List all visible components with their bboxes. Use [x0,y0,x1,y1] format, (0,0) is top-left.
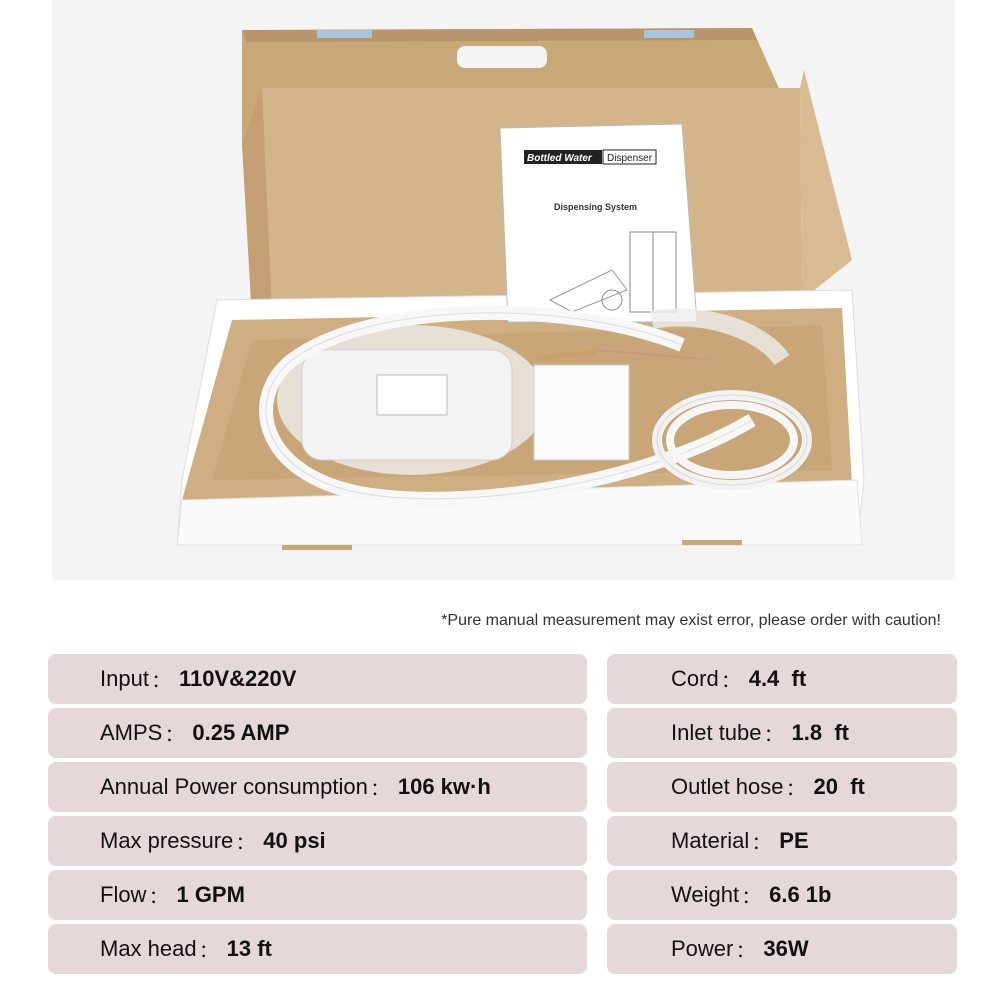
spec-label: Power [671,936,734,961]
spec-separator: ： [741,883,764,909]
spec-row [48,924,587,974]
spec-label: Inlet tube [671,720,762,745]
spec-row [607,708,957,758]
spec-row [48,762,587,812]
spec-value: 36W [763,936,809,961]
svg-text:Dispensing System: Dispensing System [554,202,638,212]
spec-separator: ： [235,829,258,855]
spec-label: Outlet hose [671,774,784,799]
spec-label: Weight [671,882,740,907]
spec-label: Material [671,828,750,853]
instruction-manual [500,124,697,322]
spec-row [607,816,957,866]
spec-separator: ： [164,721,187,747]
spec-value: PE [779,828,809,853]
spec-row [607,924,957,974]
spec-label: Input [100,666,149,691]
spec-separator: ： [720,667,743,693]
spec-row [48,816,587,866]
spec-value: 4.4 ft [748,666,807,691]
spec-separator: ： [785,775,808,801]
box-handle-hole [457,46,547,68]
spec-value: 40 psi [263,828,326,853]
svg-text:Bottled Water: Bottled Water [527,153,592,164]
spec-separator: ： [148,883,171,909]
spec-value: 0.25 AMP [192,720,290,745]
spec-row [607,870,957,920]
spec-separator: ： [735,937,758,963]
spec-value: 6.6 1b [769,882,832,907]
spec-separator: ： [763,721,786,747]
spec-value: 13 ft [226,936,272,961]
spec-label: Max pressure [100,828,234,853]
spec-label: AMPS [100,720,163,745]
spec-label: Flow [100,882,147,907]
spec-value: 20 ft [813,774,865,799]
spec-row [48,870,587,920]
spec-label: Cord [671,666,719,691]
disclaimer-note: *Pure manual measurement may exist error, please order with caution! [441,612,941,629]
product-photo [52,0,955,580]
spec-row [607,654,957,704]
spec-value: 1.8 ft [791,720,849,745]
spec-value: 110V&220V [178,666,297,691]
spec-row [607,762,957,812]
spec-row [48,708,587,758]
spec-separator: ： [150,667,173,693]
spec-label: Annual Power consumption [100,774,368,799]
power-adapter [534,365,629,460]
spec-separator: ： [751,829,774,855]
spec-value: 106 kw·h [397,774,491,799]
spec-separator: ： [369,775,392,801]
spec-row [48,654,587,704]
spec-value: 1 GPM [176,882,245,907]
spec-label: Max head [100,936,197,961]
spec-separator: ： [198,937,221,963]
svg-text:Dispenser: Dispenser [607,153,653,164]
